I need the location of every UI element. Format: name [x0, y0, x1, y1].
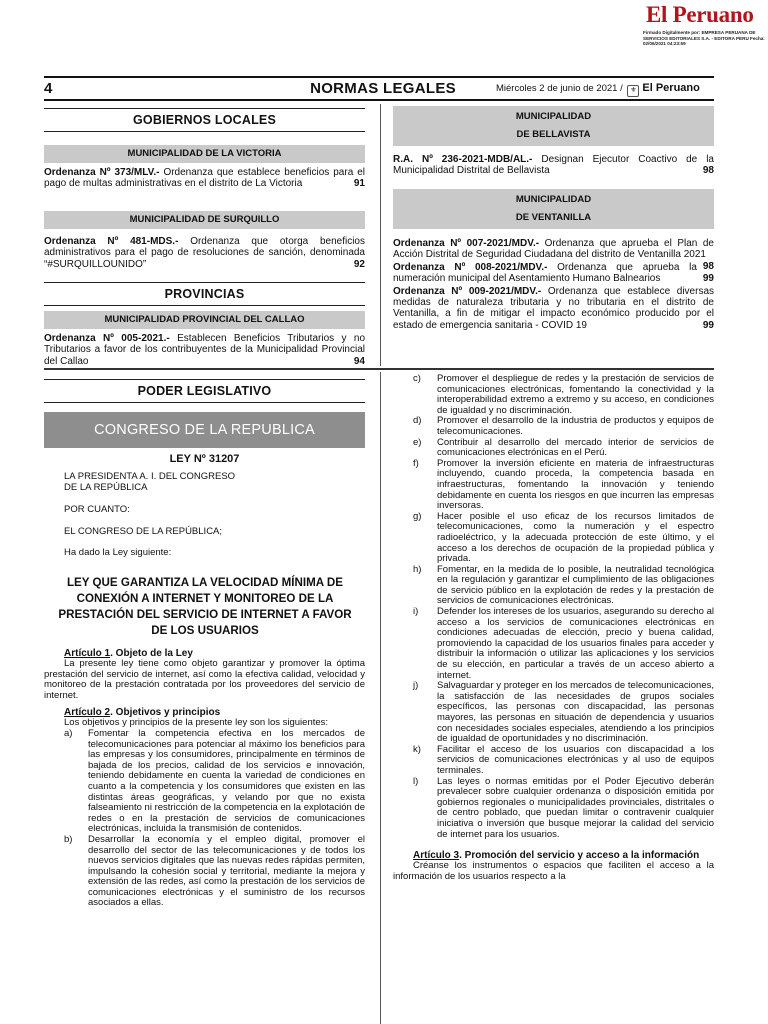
- entry-page: 99: [702, 319, 714, 331]
- heading-line: MUNICIPALIDAD: [515, 111, 592, 122]
- law-title: LEY QUE GARANTIZA LA VELOCIDAD MÍNIMA DE CONEXIÓN A INTERNET Y MONITOREO DE LA PRESTACIÓN DEL SERVICIO DE INTERNET A FAVOR DE LOS USUARIOS: [58, 576, 352, 637]
- item-key: g): [413, 510, 422, 522]
- ha-dado-line: Ha dado la Ley siguiente:: [64, 547, 172, 558]
- item-text: Las leyes o normas emitidas por el Poder Ejecutivo deberán prevalecer sobre cualquier ordenanza o disposición emitida por gobiernos regionales o municipalidades provinciales, distritales o de centro poblado, que puedan limitar o contravenir cualquier iniciativa o inversión que busque mejorar la calidad del servicio de internet para los usuarios.: [437, 775, 714, 840]
- el-peruano-logo: El Peruano: [646, 2, 754, 27]
- callao-heading: MUNICIPALIDAD PROVINCIAL DEL CALLAO: [44, 311, 365, 329]
- provincias-heading: PROVINCIAS: [44, 282, 365, 306]
- ventanilla-entries: [393, 238, 714, 331]
- entry-text: Ordenanza que establece beneficios para el pago de multas administrativas en el distrito de La Victoria: [44, 167, 365, 190]
- item-key: l): [413, 775, 419, 787]
- art1-number: Artículo 1: [64, 648, 111, 659]
- item-text: Desarrollar la economía y el empleo digital, promover el desarrollo del sector de las telecomunicaciones y de todos los nuevos servicios digitales que las nuevas redes rápidas permiten, impulsando la cohesión social y territorial, mediante la mejora y extensión de las redes, así como la prestación de los servicios de comunicaciones electrónicas y el suministro de los recursos asociados a ellas.: [88, 833, 365, 909]
- left-law-text: [44, 648, 365, 909]
- header-bottom-rule: [44, 99, 714, 101]
- item-key: i): [413, 606, 419, 618]
- bellavista-heading: [393, 106, 714, 146]
- art3-text: Créanse los instrumentos o espacios que faciliten el acceso a la información de los usuarios respecto a la: [393, 860, 714, 882]
- list-item: [413, 777, 714, 841]
- item-text: Salvaguardar y proteger en los mercados de telecomunicaciones, la satisfacción de las necesidades de grupos sociales específicos, las personas con discapacidad, las personas mayores, las personas en situación de dependencia y usuarios con necesidades sociales especiales, atendiendo a los principios de igualdad de oportunidades y no discriminación.: [437, 680, 714, 745]
- page-number: 4: [44, 80, 53, 97]
- heading-line: MUNICIPALIDAD: [515, 194, 592, 205]
- entry-ref: Ordenanza Nº 007-2021/MDV.-: [393, 238, 540, 249]
- header-date: [496, 82, 700, 97]
- header-top-rule: [44, 76, 714, 78]
- item-text: Contribuir al desarrollo del mercado interior de servicios de comunicaciones electrónicas en el Perú.: [437, 436, 714, 459]
- section-title: NORMAS LEGALES: [310, 80, 456, 97]
- congreso-line: EL CONGRESO DE LA REPÚBLICA;: [64, 526, 223, 537]
- entry-page: 98: [702, 260, 714, 272]
- item-text: Fomentar la competencia efectiva en los mercados de telecomunicaciones para potenciar al máximo los beneficios para las empresas y los consumidores, principalmente en términos de bajada de los precios, calidad de los servicios e innovación, teniendo debidamente en cuenta la variedad de condiciones en cuanto a la competencia y los consumidores que existen en las distintas áreas geográficas, y velando por que no exista falseamiento ni restricción de la competencia en la explotación de redes o en la prestación de servicios de comunicaciones electrónicas, incluida la transmisión de contenidos.: [88, 727, 365, 835]
- list-item: [413, 438, 714, 459]
- item-text: Defender los intereses de los usuarios, asegurando su derecho al acceso a los servicios de comunicaciones electrónicas en condiciones adecuadas de elección, precio y buena calidad, promoviendo la capacidad de los usuarios finales para acceder y distribuir la información o utilizar las aplicaciones y los servicios de su elección, en particular a través de un acceso abierto a internet.: [437, 606, 714, 681]
- crest-icon: ⚜: [627, 85, 639, 97]
- list-item: [413, 681, 714, 745]
- heading-line: DE VENTANILLA: [515, 212, 592, 223]
- entry-page: 91: [353, 178, 365, 190]
- surquillo-entry: [44, 236, 365, 270]
- art2-title: . Objetivos y principios: [110, 707, 221, 719]
- item-key: h): [413, 563, 422, 575]
- item-text: Facilitar el acceso de los usuarios con discapacidad a los servicios de comunicaciones electrónicas y al uso de equipos terminales.: [437, 743, 714, 776]
- entry-ref: Ordenanza Nº 005-2021.-: [44, 333, 170, 344]
- congreso-banner: CONGRESO DE LA REPUBLICA: [44, 412, 365, 448]
- entry-page: 92: [353, 258, 365, 270]
- list-item: [413, 745, 714, 777]
- art2-text: Los objetivos y principios de la presente ley son los siguientes:: [64, 717, 329, 729]
- entry-page: 94: [353, 355, 365, 367]
- list-item: [413, 607, 714, 681]
- entry-ref: Ordenanza Nº 481-MDS.-: [44, 236, 179, 247]
- item-text: Hacer posible el uso eficaz de los recursos limitados de telecomunicaciones, como la numeración y el espectro radioeléctrico, y la adecuada protección de este último, y el acceso a los derechos de ocupación de la propiedad pública y privada.: [437, 510, 714, 565]
- list-item: [413, 374, 714, 416]
- art1-title: . Objeto de la Ley: [110, 648, 193, 659]
- item-key: k): [413, 743, 421, 755]
- item-key: b): [64, 833, 73, 845]
- right-law-text: [393, 374, 714, 882]
- item-key: j): [413, 680, 419, 692]
- item-text: Promover la inversión eficiente en materia de infraestructuras incluyendo, cuando proceda, la competencia basada en infraestructuras, fomentando la innovación y teniendo debidamente en cuenta los riesgos en que incurren las empresas inversoras.: [437, 457, 714, 512]
- entry-text: Designan Ejecutor Coactivo de la Municipalidad Distrital de Bellavista: [393, 154, 714, 177]
- poder-legislativo-heading: PODER LEGISLATIVO: [44, 379, 365, 403]
- art2-number: Artículo 2: [64, 707, 111, 719]
- law-number: LEY Nº 31207: [169, 453, 240, 465]
- item-key: a): [64, 727, 73, 739]
- list-item: [413, 565, 714, 607]
- por-cuanto: POR CUANTO:: [64, 504, 130, 515]
- entry-text: Ordenanza que aprueba la numeración municipal del Asentamiento Humano Balnearios: [393, 261, 697, 285]
- art3-number: Artículo 3: [413, 850, 460, 862]
- list-item: [413, 459, 714, 512]
- summary-bottom-rule: [44, 368, 714, 370]
- victoria-entry: [44, 167, 365, 190]
- entry-page: 99: [702, 273, 714, 285]
- item-text: Promover el despliegue de redes y la prestación de servicios de comunicaciones electrónicas, fomentando la conectividad y la interoperabilidad extremo a extremo y su acceso, en condiciones de igualdad y no discriminación.: [437, 373, 714, 416]
- item-key: c): [413, 373, 421, 384]
- item-key: f): [413, 457, 419, 469]
- entry-text: Ordenanza que establece diversas medidas de naturaleza tributaria y no tributaria en el distrito de Ventanilla, a fin de mitigar el impacto económico producido por el estado de emergencia sanitaria - COVID 19: [393, 285, 715, 331]
- summary-column-divider: [380, 104, 381, 366]
- entry-text: Ordenanza que otorga beneficios administrativos para el pago de resoluciones de sanción, denominada “#SURQUILLOUNIDO”: [44, 236, 365, 270]
- surquillo-heading: MUNICIPALIDAD DE SURQUILLO: [44, 211, 365, 229]
- item-key: e): [413, 436, 422, 448]
- art1-text: La presente ley tiene como objeto garantizar y promover la óptima prestación del servicio de internet, así como la efectiva calidad, velocidad y monitoreo de la prestación contratada por los proveedores del servicio de internet.: [44, 658, 365, 701]
- presidenta-line-1: LA PRESIDENTA A. I. DEL CONGRESO: [64, 471, 236, 482]
- gobiernos-locales-heading: GOBIERNOS LOCALES: [44, 108, 365, 132]
- heading-line: DE BELLAVISTA: [516, 129, 591, 140]
- presidenta-line: [64, 472, 354, 493]
- presidenta-line-2: DE LA REPÚBLICA: [64, 481, 148, 493]
- list-item: [64, 835, 365, 909]
- list-item: [413, 512, 714, 565]
- art3-title: . Promoción del servicio y acceso a la información: [459, 850, 700, 862]
- date-text: Miércoles 2 de junio de 2021 /: [496, 83, 623, 94]
- bellavista-entry: [393, 154, 714, 177]
- entry-ref: Ordenanza Nº 009-2021/MDV.-: [393, 285, 542, 297]
- victoria-heading: MUNICIPALIDAD DE LA VICTORIA: [44, 145, 365, 163]
- digital-signature: Firmado Digitalmente por: EMPRESA PERUANA DE SERVICIOS EDITORIALES S.A. - EDITORA PERU Fecha: 02/06/2021 04:23:59: [643, 30, 765, 47]
- entry-ref: R.A. Nº 236-2021-MDB/AL.-: [393, 154, 533, 165]
- entry-text: Establecen Beneficios Tributarios y no Tributarios a favor de los contribuyentes de la Municipalidad Provincial del Callao: [44, 333, 366, 367]
- entry-ref: Ordenanza Nº 373/MLV.-: [44, 167, 160, 178]
- ventanilla-entry: [393, 262, 714, 285]
- item-text: Promover el desarrollo de la industria de productos y equipos de telecomunicaciones.: [437, 415, 714, 437]
- callao-entry: [44, 333, 365, 367]
- list-item: [413, 416, 714, 437]
- entry-ref: Ordenanza Nº 008-2021/MDV.-: [393, 261, 548, 273]
- ventanilla-heading: [393, 189, 714, 229]
- brand-name: El Peruano: [642, 82, 700, 94]
- ventanilla-entry: [393, 286, 714, 332]
- law-column-divider: [380, 372, 381, 1024]
- item-key: d): [413, 415, 422, 427]
- entry-page: 98: [702, 165, 714, 177]
- list-item: [64, 729, 365, 835]
- item-text: Fomentar, en la medida de lo posible, la neutralidad tecnológica en la regulación y garantizar el cumplimiento de las obligaciones de servicio público en la explotación de redes y la prestación de servicios de comunicaciones electrónicas.: [437, 563, 714, 607]
- entry-text: Ordenanza que aprueba el Plan de Acción Distrital de Seguridad Ciudadana del distrito de Ventanilla 2021: [393, 238, 714, 261]
